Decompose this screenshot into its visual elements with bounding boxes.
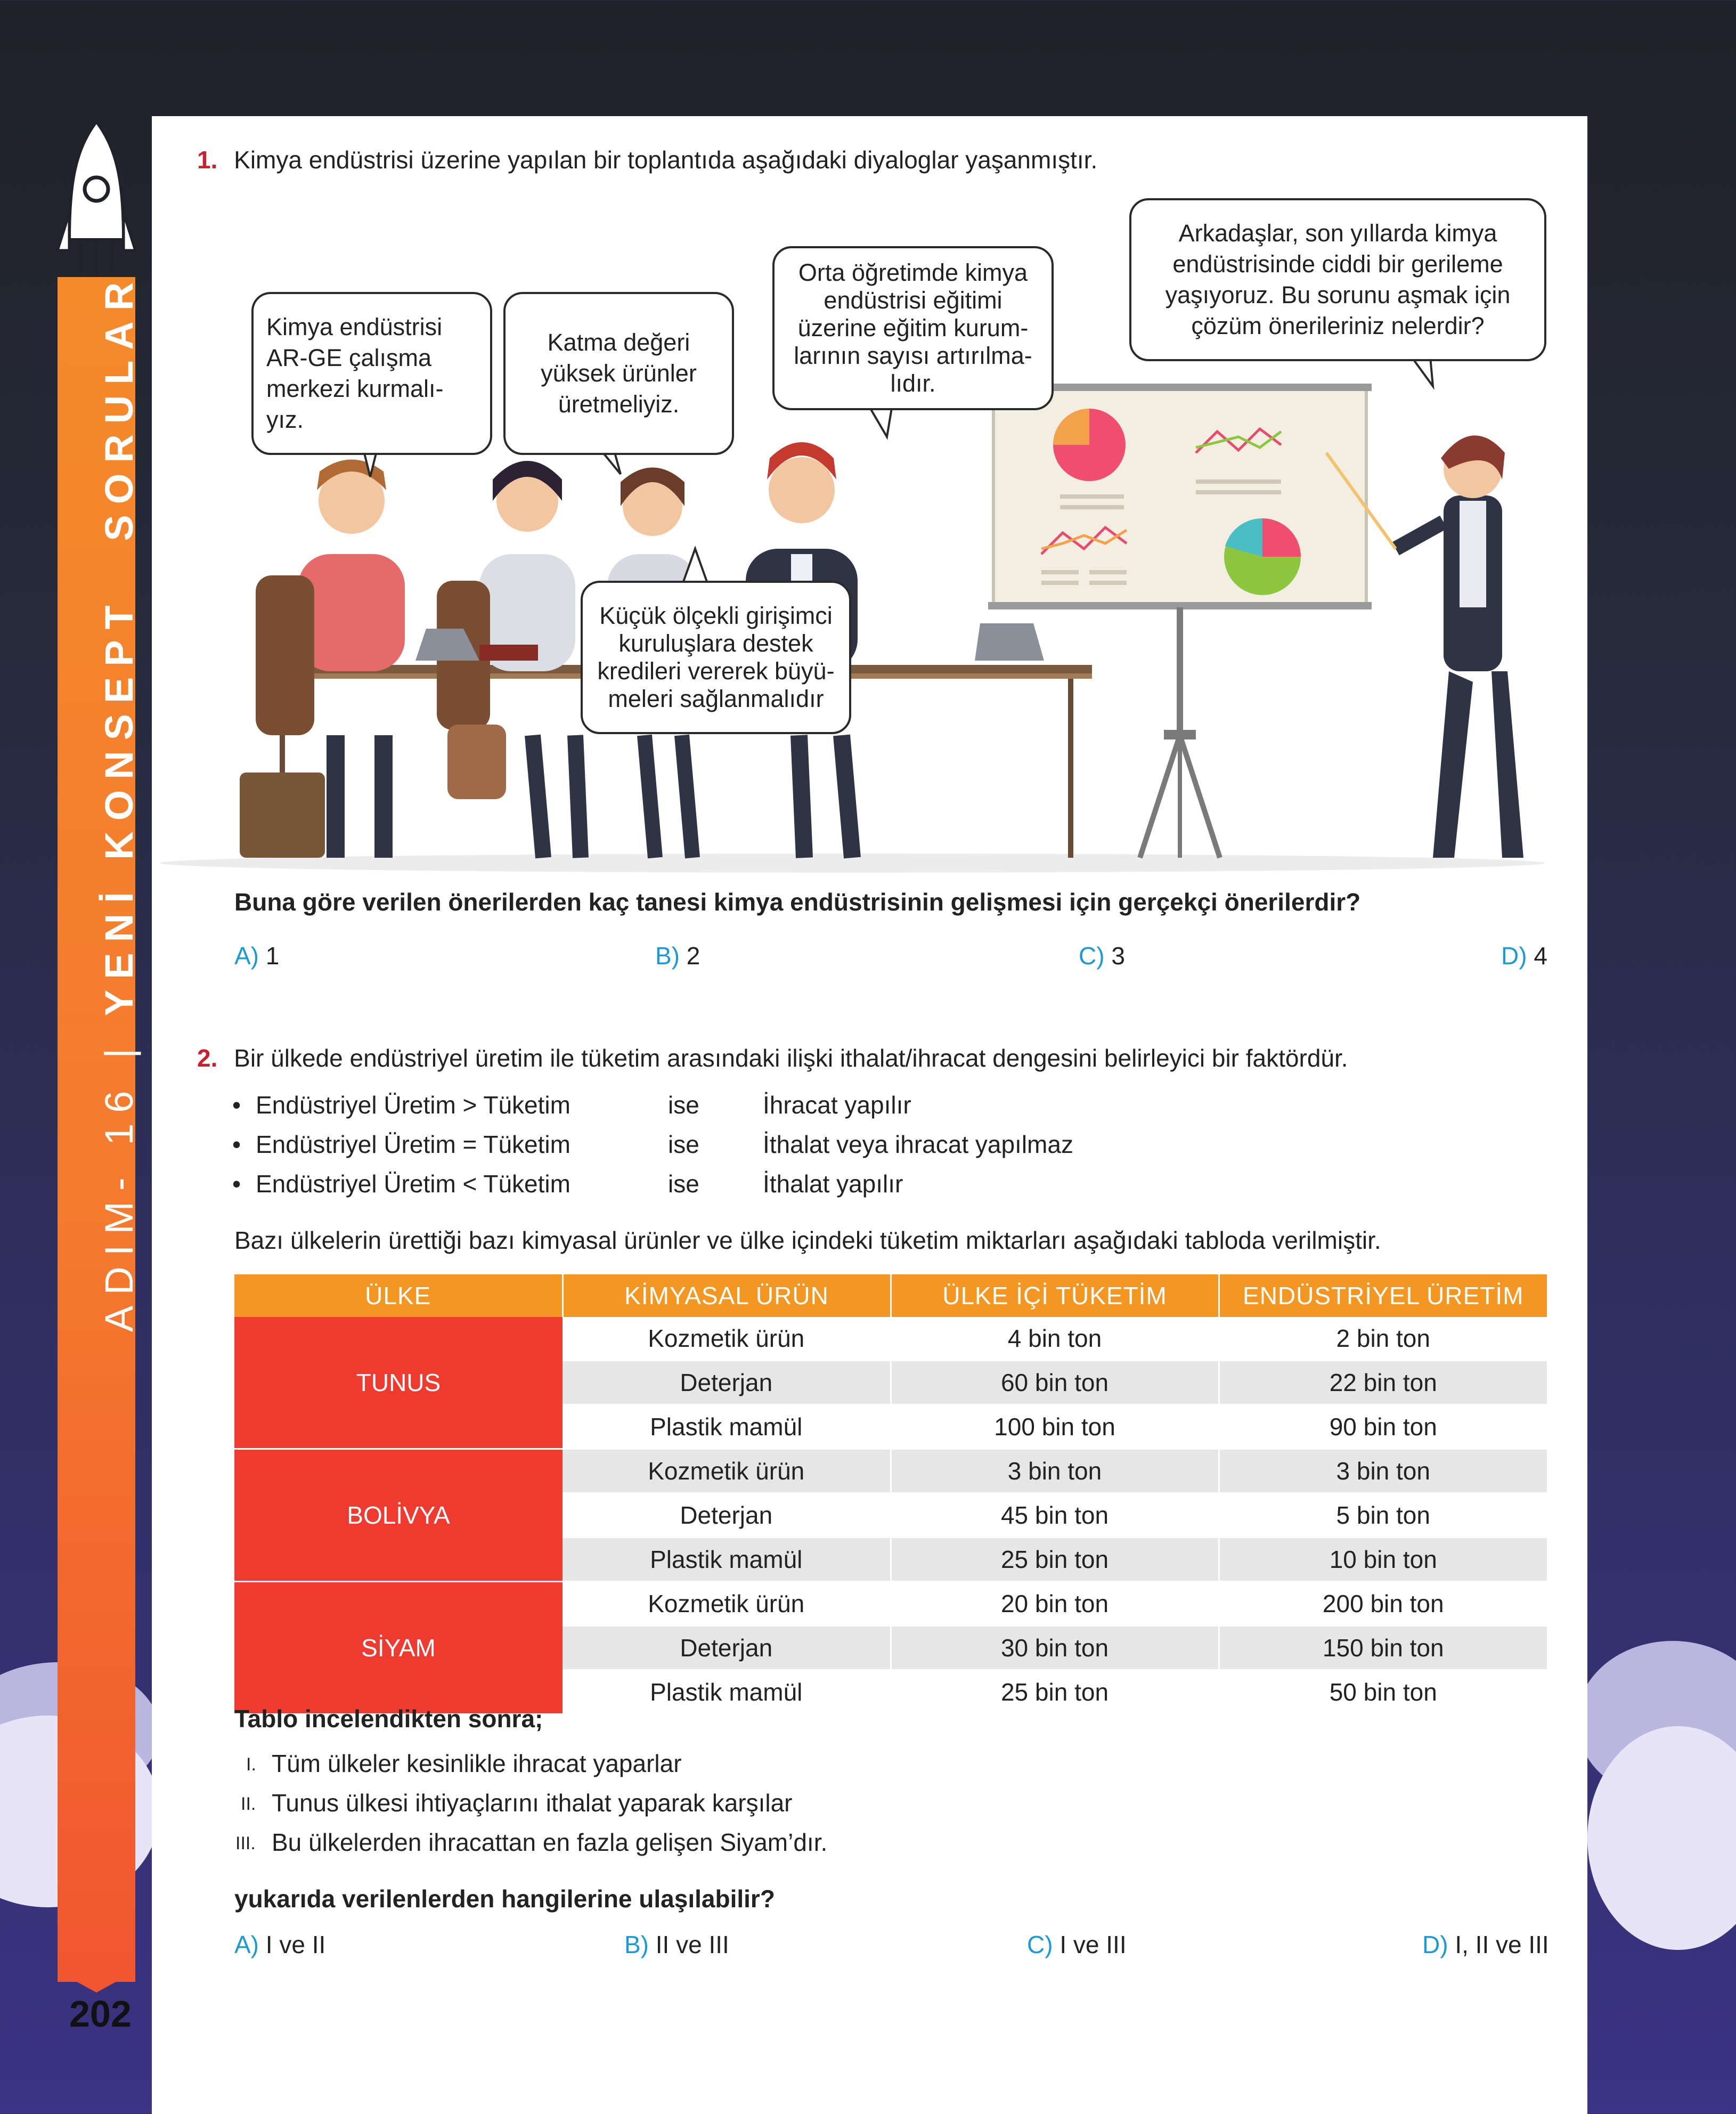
speech-bubble-katma-degeri [503,292,734,455]
speech-bubble-orta-ogretim [772,246,1054,410]
table-header-row [234,1274,1547,1317]
q1-option-b[interactable] [655,941,700,971]
sidebar-adim: ADIM- 16 [97,1080,141,1332]
speech-bubble-arge [251,292,492,455]
rule-ise: ise [668,1091,699,1119]
statement-number: I. [246,1754,256,1775]
rule-condition: Endüstriyel Üretim > Tüketim [256,1091,570,1119]
table-row [234,1582,1547,1626]
bubble-line: Katma değeri [547,329,690,356]
table-cell: Plastik mamül [563,1670,891,1714]
table-cell: Plastik mamül [563,1405,891,1449]
bubble-line: kredileri vererek büyü- [597,657,835,685]
country-cell: SİYAM [234,1582,563,1714]
speech-bubble-presenter [1129,198,1546,361]
option-text: 4 [1534,942,1547,970]
table-cell: Plastik mamül [563,1538,891,1582]
table-cell: 20 bin ton [891,1582,1219,1626]
bubble-line: kuruluşlara destek [618,630,813,657]
q2-table-intro: Bazı ülkelerin ürettiği bazı kimyasal ürünler ve ülke içindeki tüketim miktarları aşağıdaki tabloda verilmiştir. [234,1226,1381,1254]
statement-text: Tunus ülkesi ihtiyaçlarını ithalat yaparak karşılar [272,1789,793,1817]
q2-question: yukarıda verilenlerden hangilerine ulaşılabilir? [234,1885,775,1913]
table-cell: Kozmetik ürün [563,1317,891,1361]
rule-result: İthalat veya ihracat yapılmaz [763,1131,1073,1158]
table-cell: 150 bin ton [1219,1626,1547,1670]
q2-option-d[interactable] [1422,1930,1549,1959]
q1-option-c[interactable] [1079,941,1125,971]
q1-intro: Kimya endüstrisi üzerine yapılan bir toplantıda aşağıdaki diyaloglar yaşanmıştır. [234,146,1098,174]
table-cell: Deterjan [563,1626,891,1670]
option-letter: A) [234,942,259,970]
table-header-cell: ENDÜSTRİYEL ÜRETİM [1219,1274,1547,1317]
chemical-products-table [234,1274,1547,1715]
speech-bubble-kucuk-olcekli [581,581,851,734]
q2-intro-line [197,1043,1348,1073]
statement-text: Tüm ülkeler kesinlikle ihracat yaparlar [272,1750,682,1777]
q2-option-a[interactable] [234,1930,325,1959]
bubble-line: çözüm önerileriniz nelerdir? [1191,312,1485,339]
rule-result: İhracat yapılır [763,1091,911,1119]
q2-option-c[interactable] [1027,1930,1127,1959]
bubble-line: meleri sağlanmalıdır [608,685,824,712]
table-cell: 90 bin ton [1219,1405,1547,1449]
option-letter: B) [655,942,680,970]
bubble-line: yüksek ürünler [541,360,697,387]
rule-ise: ise [668,1170,699,1198]
bubble-line: üretmeliyiz. [558,391,680,418]
rule-ise: ise [668,1131,699,1158]
bubble-line: endüstrisinde ciddi bir gerileme [1172,250,1503,278]
sidebar-band-tip [58,1971,135,1993]
table-cell: 3 bin ton [1219,1449,1547,1493]
table-cell: 4 bin ton [891,1317,1219,1361]
bullet: • [232,1170,241,1198]
table-row [234,1317,1547,1361]
bubble-line: yaşıyoruz. Bu sorunu aşmak için [1165,281,1511,308]
table-cell: Deterjan [563,1361,891,1405]
table-cell: Kozmetik ürün [563,1449,891,1493]
q1-intro-line [197,145,1097,175]
table-header-cell: ÜLKE İÇİ TÜKETİM [891,1274,1219,1317]
bubble-line: larının sayısı artırılma- [794,342,1032,369]
bullet: • [232,1131,241,1158]
statement-text: Bu ülkelerden ihracattan en fazla gelişen Siyam’dır. [272,1828,828,1856]
table-cell: 60 bin ton [891,1361,1219,1405]
q2-option-b[interactable] [624,1930,729,1959]
bubble-line: Kimya endüstrisi [266,313,443,340]
bubble-line: üzerine eğitim kurum- [797,314,1029,342]
statement-number: III. [235,1833,256,1853]
sidebar-separator: | [97,1037,141,1059]
option-letter: A) [234,1931,259,1958]
bubble-line: yız. [266,406,304,433]
option-text: II ve III [655,1931,729,1958]
option-text: 3 [1111,942,1125,970]
country-cell: TUNUS [234,1317,563,1449]
table-cell: 30 bin ton [891,1626,1219,1670]
table-cell: 2 bin ton [1219,1317,1547,1361]
option-letter: B) [624,1931,649,1958]
bullet: • [232,1091,241,1119]
option-text: 2 [686,942,700,970]
q2-after-table: Tablo incelendikten sonra; [234,1705,543,1733]
bubble-line: Küçük ölçekli girişimci [599,602,833,629]
option-letter: C) [1079,942,1105,970]
bubble-line: AR-GE çalışma [266,344,432,371]
option-letter: C) [1027,1931,1053,1958]
q2-number: 2. [197,1044,218,1072]
option-letter: D) [1501,942,1527,970]
table-cell: 22 bin ton [1219,1361,1547,1405]
table-header-cell: KİMYASAL ÜRÜN [563,1274,891,1317]
table-header-cell: ÜLKE [234,1274,563,1317]
option-letter: D) [1422,1931,1448,1958]
q1-number: 1. [197,146,218,174]
rule-result: İthalat yapılır [763,1170,903,1198]
table-cell: 10 bin ton [1219,1538,1547,1582]
table-cell: Kozmetik ürün [563,1582,891,1626]
table-cell: 200 bin ton [1219,1582,1547,1626]
table-cell: 5 bin ton [1219,1493,1547,1538]
statement-number: II. [241,1794,256,1814]
bubble-line: endüstrisi eğitimi [824,287,1003,314]
table-cell: 100 bin ton [891,1405,1219,1449]
sidebar-sorular: SORULAR [97,271,141,541]
sidebar-yeni-konsept: YENİ KONSEPT [97,595,141,1017]
table-cell: 45 bin ton [891,1493,1219,1538]
sidebar-title [96,272,142,1332]
table-cell: 50 bin ton [1219,1670,1547,1714]
bubble-line: Arkadaşlar, son yıllarda kimya [1178,219,1497,247]
bubble-line: merkezi kurmalı- [266,375,444,402]
option-text: 1 [265,942,280,970]
table-cell: 25 bin ton [891,1670,1219,1714]
bubble-line: Orta öğretimde kimya [798,259,1028,286]
country-cell: BOLİVYA [234,1449,563,1582]
bubble-line: lıdır. [890,370,936,397]
rule-condition: Endüstriyel Üretim < Tüketim [256,1170,570,1198]
table-row [234,1449,1547,1493]
q2-intro: Bir ülkede endüstriyel üretim ile tüketim arasındaki ilişki ithalat/ihracat dengesini belirleyici bir faktördür. [234,1044,1348,1072]
table-cell: Deterjan [563,1493,891,1538]
table-cell: 3 bin ton [891,1449,1219,1493]
rocket-icon [53,117,140,282]
q1-option-a[interactable] [234,941,279,971]
q1-question: Buna göre verilen önerilerden kaç tanesi kimya endüstrisinin gelişmesi için gerçekçi önerilerdir? [234,888,1361,916]
option-text: I ve III [1059,1931,1127,1958]
table-cell: 25 bin ton [891,1538,1219,1582]
rule-condition: Endüstriyel Üretim = Tüketim [256,1131,570,1158]
q1-option-d[interactable] [1501,941,1547,971]
page-number: 202 [69,1993,132,2035]
option-text: I ve II [265,1931,326,1958]
option-text: I, II ve III [1455,1931,1549,1958]
